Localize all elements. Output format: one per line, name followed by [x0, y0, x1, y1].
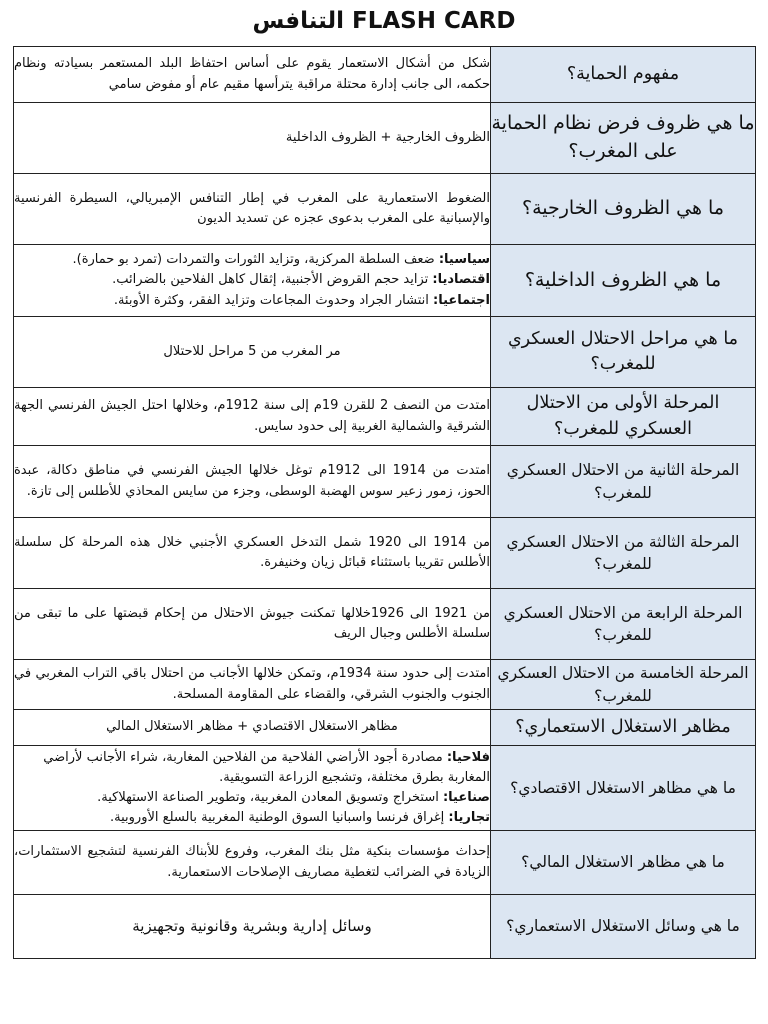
- table-row: [14, 103, 756, 174]
- answer-cell: امتدت من 1914 الى 1912م توغل خلالها الجيش الفرنسي في مناطق دكالة، عبدة الحوز، زمور زعير سوس الهضبة الوسطى، وجزء من سايس المحاذي للأطلس إلى تازة.: [14, 446, 491, 518]
- question-cell: مظاهر الاستغلال الاستعماري؟: [491, 710, 756, 746]
- answer-line: تجاريا: إغراق فرنسا واسبانيا السوق الوطنية المغربية بالسلع الأوروبية.: [110, 810, 490, 826]
- table-row: [14, 388, 756, 446]
- question-cell: ما هي مظاهر الاستغلال المالي؟: [491, 831, 756, 895]
- answer-cell: الظروف الخارجية + الظروف الداخلية: [14, 103, 491, 174]
- answer-cell: [14, 746, 491, 831]
- question-cell: المرحلة الخامسة من الاحتلال العسكري للمغرب؟: [491, 660, 756, 710]
- answer-line: اجتماعيا: انتشار الجراد وحدوث المجاعات وتزايد الفقر، وكثرة الأوبئة.: [113, 292, 490, 308]
- question-cell: ما هي الظروف الخارجية؟: [491, 174, 756, 245]
- table-row: [14, 831, 756, 895]
- question-cell: ما هي ظروف فرض نظام الحماية على المغرب؟: [491, 103, 756, 174]
- table-row: [14, 174, 756, 245]
- table-row: [14, 518, 756, 589]
- answer-cell: إحداث مؤسسات بنكية مثل بنك المغرب، وفروع للأبناك الفرنسية لتشجيع الاستثمارات، الزيادة في الضرائب لتغطية مصاريف الإصلاحات الاستعمارية.: [14, 831, 491, 895]
- table-row: [14, 446, 756, 518]
- answer-cell: وسائل إدارية وبشرية وقانونية وتجهيزية: [14, 895, 491, 959]
- question-cell: ما هي الظروف الداخلية؟: [491, 245, 756, 317]
- table-row: [14, 47, 756, 103]
- answer-line: اقتصاديا: تزايد حجم القروض الأجنبية، إثقال كاهل الفلاحين بالضرائب.: [112, 272, 490, 288]
- table-row: [14, 746, 756, 831]
- answer-cell: الضغوط الاستعمارية على المغرب في إطار التنافس الإمبريالي، السيطرة الفرنسية والإسبانية على المغرب بدعوى عجزه عن تسديد الديون: [14, 174, 491, 245]
- table-row: [14, 589, 756, 660]
- page-title: FLASH CARD التنافس: [252, 8, 516, 34]
- question-cell: ما هي مراحل الاحتلال العسكري للمغرب؟: [491, 317, 756, 388]
- question-cell: المرحلة الثالثة من الاحتلال العسكري للمغرب؟: [491, 518, 756, 589]
- question-cell: ما هي مظاهر الاستغلال الاقتصادي؟: [491, 746, 756, 831]
- answer-line: فلاحيا: مصادرة أجود الأراضي الفلاحية من الفلاحين المغاربة، شراء الأجانب لأراضي المغاربة بطرق مختلفة، وتشجيع الزراعة التسويقية.: [43, 749, 490, 785]
- answer-line: سياسيا: ضعف السلطة المركزية، وتزايد الثورات والتمردات (تمرد بو حمارة).: [72, 252, 490, 268]
- table-row: [14, 895, 756, 959]
- flash-card-table: [13, 46, 756, 959]
- table-row: [14, 710, 756, 746]
- table-row: [14, 317, 756, 388]
- answer-cell: من 1921 الى 1926خلالها تمكنت جيوش الاحتلال من إحكام قبضتها على ما تبقى من سلسلة الأطلس وجبال الريف: [14, 589, 491, 660]
- question-cell: المرحلة الثانية من الاحتلال العسكري للمغرب؟: [491, 446, 756, 518]
- question-cell: ما هي وسائل الاستغلال الاستعماري؟: [491, 895, 756, 959]
- answer-cell: امتدت من النصف 2 للقرن 19م إلى سنة 1912م، وخلالها احتل الجيش الفرنسي الجهة الشرقية والشمالية الغربية إلى حدود سايس.: [14, 388, 491, 446]
- question-cell: المرحلة الرابعة من الاحتلال العسكري للمغرب؟: [491, 589, 756, 660]
- answer-line: صناعيا: استخراج وتسويق المعادن المغربية، وتطوير الصناعة الاستهلاكية.: [97, 790, 490, 805]
- table-row: [14, 660, 756, 710]
- answer-cell: مر المغرب من 5 مراحل للاحتلال: [14, 317, 491, 388]
- answer-cell: شكل من أشكال الاستعمار يقوم على أساس احتفاظ البلد المستعمر بسيادته ونظام حكمه، الى جانب إدارة محتلة مراقبة يترأسها مقيم عام أو مفوض سامي: [14, 47, 491, 103]
- answer-cell: [14, 245, 491, 317]
- question-cell: المرحلة الأولى من الاحتلال العسكري للمغرب؟: [491, 388, 756, 446]
- table-row: [14, 245, 756, 317]
- question-cell: مفهوم الحماية؟: [491, 47, 756, 103]
- answer-cell: مظاهر الاستغلال الاقتصادي + مظاهر الاستغلال المالي: [14, 710, 491, 746]
- answer-cell: امتدت إلى حدود سنة 1934م، وتمكن خلالها الأجانب من احتلال باقي التراب المغربي في الجنوب والجنوب الشرقي، والقضاء على المقاومة المسلحة.: [14, 660, 491, 710]
- answer-cell: من 1914 الى 1920 شمل التدخل العسكري الأجنبي خلال هذه المرحلة كل سلسلة الأطلس تقريبا باستثناء قبائل زيان وخنيفرة.: [14, 518, 491, 589]
